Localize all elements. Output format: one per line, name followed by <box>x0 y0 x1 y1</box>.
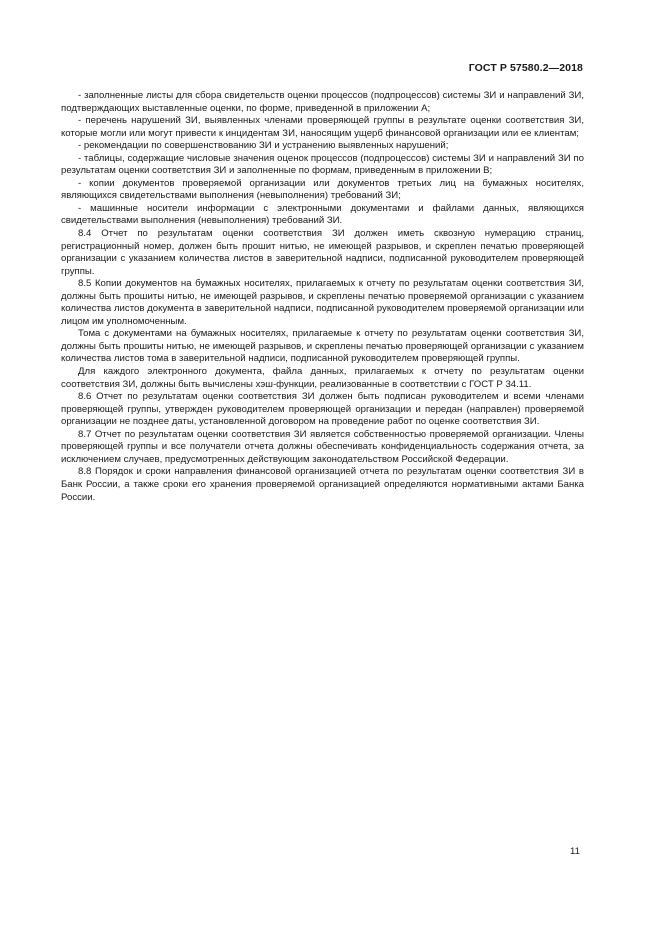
paragraph-hash-functions: Для каждого электронного документа, файла данных, прилагаемых к отчету по результатам оценки соответствия ЗИ, должны быть вычислены хэш-функции, реализованные в соответствии с ГОСТ Р 34.11. <box>61 366 584 390</box>
list-item-machine-media: - машинные носители информации с электронными документами и файлами данных, являющихся свидетельствами выполнения (невыполнения) требований ЗИ. <box>61 202 584 227</box>
paragraph-8-4: 8.4 Отчет по результатам оценки соответствия ЗИ должен иметь сквозную нумерацию страниц, регистрационный номер, должен быть прошит нитью, не имеющей разрывов, и скреплен печатью проверяющей организации с указанием количества листов в заверительной надписи, подписанной руководителем проверяющей группы. <box>61 228 584 277</box>
paragraph-volumes: Тома с документами на бумажных носителях, прилагаемые к отчету по результатам оценки соответствия ЗИ, должны быть прошиты нитью, не имеющей разрывов, и скреплены печатью проверяющей организации с указанием количества листов тома в заверительной надписи, подписанной руководителем проверяющей группы. <box>61 328 584 365</box>
list-item-paper-copies: - копии документов проверяемой организации или документов третьих лиц на бумажных носителях, являющихся свидетельствами выполнения (невыполнения) требований ЗИ; <box>61 177 584 202</box>
paragraph-8-7: 8.7 Отчет по результатам оценки соответствия ЗИ является собственностью проверяемой организации. Члены проверяющей группы и все получатели отчета должны обеспечивать конфиденциальность содержания отчета, за исключением случаев, предусмотренных действующим законодательством Российской Федерации. <box>61 428 584 465</box>
list-item-recommendations: - рекомендации по совершенствованию ЗИ и устранению выявленных нарушений; <box>78 140 449 152</box>
document-header-standard: ГОСТ Р 57580.2—2018 <box>468 62 583 74</box>
document-body <box>61 90 584 504</box>
list-item-score-tables: - таблицы, содержащие числовые значения оценок процессов (подпроцессов) системы ЗИ и направлений ЗИ по результатам оценки соответствия ЗИ и заполненные по формам, приведенным в приложении В; <box>61 152 584 177</box>
paragraph-8-6: 8.6 Отчет по результатам оценки соответствия ЗИ должен быть подписан руководителем и всеми членами проверяющей группы, утвержден руководителем проверяющей организации и передан (направлен) проверяемой организации не позднее даты, установленной договором на проведение работ по оценке соответствия ЗИ. <box>61 391 584 428</box>
paragraph-8-5: 8.5 Копии документов на бумажных носителях, прилагаемых к отчету по результатам оценки соответствия ЗИ, должны быть прошиты нитью, не имеющей разрывов, и скреплены печатью проверяемой организации с указанием количества листов документа в заверительной надписи, подписанной руководителем проверяемой организации или лицом им уполномоченным. <box>61 278 584 327</box>
page-number: 11 <box>570 846 580 857</box>
paragraph-8-8: 8.8 Порядок и сроки направления финансовой организацией отчета по результатам оценки соответствия ЗИ в Банк России, а также сроки его хранения проверяемой организацией определяются нормативными актами Банка России. <box>61 466 584 503</box>
list-item-violations-list: - перечень нарушений ЗИ, выявленных членами проверяющей группы в результате оценки соответствия ЗИ, которые могли или могут привести к инцидентам ЗИ, наносящим ущерб финансовой организации или ее клиентам; <box>61 115 584 139</box>
list-item-evidence-sheets: - заполненные листы для сбора свидетельств оценки процессов (подпроцессов) системы ЗИ и направлений ЗИ, подтверждающих выставленные оценки, по форме, приведенной в приложении А; <box>61 90 584 114</box>
